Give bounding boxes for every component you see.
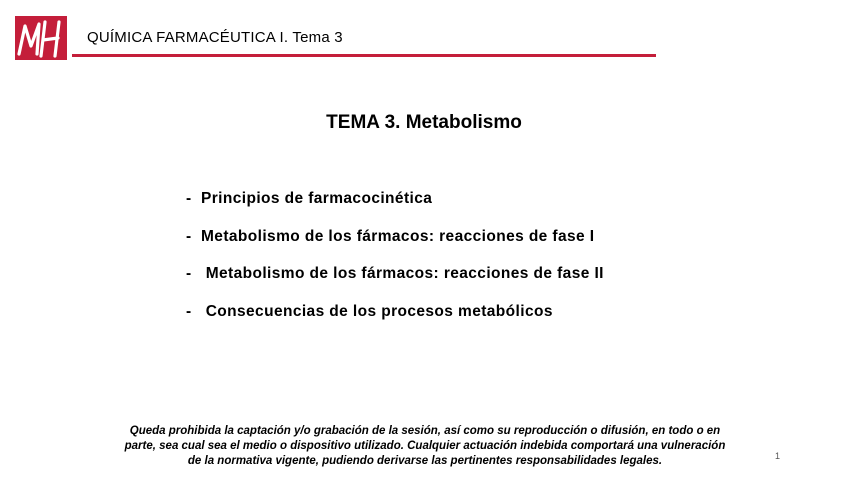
- topic-list: [186, 190, 604, 340]
- disclaimer-line: de la normativa vigente, pudiendo derivarse las pertinentes responsabilidades legales.: [187, 455, 663, 467]
- topic-text: Metabolismo de los fármacos: reacciones de fase II: [205, 265, 604, 282]
- topic-dash: -: [186, 302, 192, 320]
- legal-disclaimer: [80, 424, 770, 469]
- mh-logo: [15, 16, 67, 60]
- disclaimer-line: parte, sea cual sea el medio o dispositivo utilizado. Cualquier actuación indebida comportará una vulneración: [124, 440, 726, 452]
- topic-item: [186, 265, 604, 303]
- topic-item: [186, 190, 604, 228]
- topic-item: [186, 228, 604, 266]
- header-title: QUÍMICA FARMACÉUTICA I. Tema 3: [87, 29, 343, 46]
- topic-dash: -: [186, 227, 192, 245]
- page-number: 1: [775, 451, 781, 461]
- topic-dash: -: [186, 265, 192, 282]
- topic-text: Metabolismo de los fármacos: reacciones de fase I: [200, 227, 595, 245]
- topic-item: [186, 303, 604, 341]
- slide-title: TEMA 3. Metabolismo: [326, 112, 522, 133]
- disclaimer-line: Queda prohibida la captación y/o grabación de la sesión, así como su reproducción o difusión, en todo o en: [129, 425, 721, 437]
- topic-dash: -: [186, 190, 192, 207]
- header-divider: [72, 54, 656, 57]
- topic-text: Consecuencias de los procesos metabólicos: [205, 302, 553, 320]
- topic-text: Principios de farmacocinética: [200, 190, 433, 207]
